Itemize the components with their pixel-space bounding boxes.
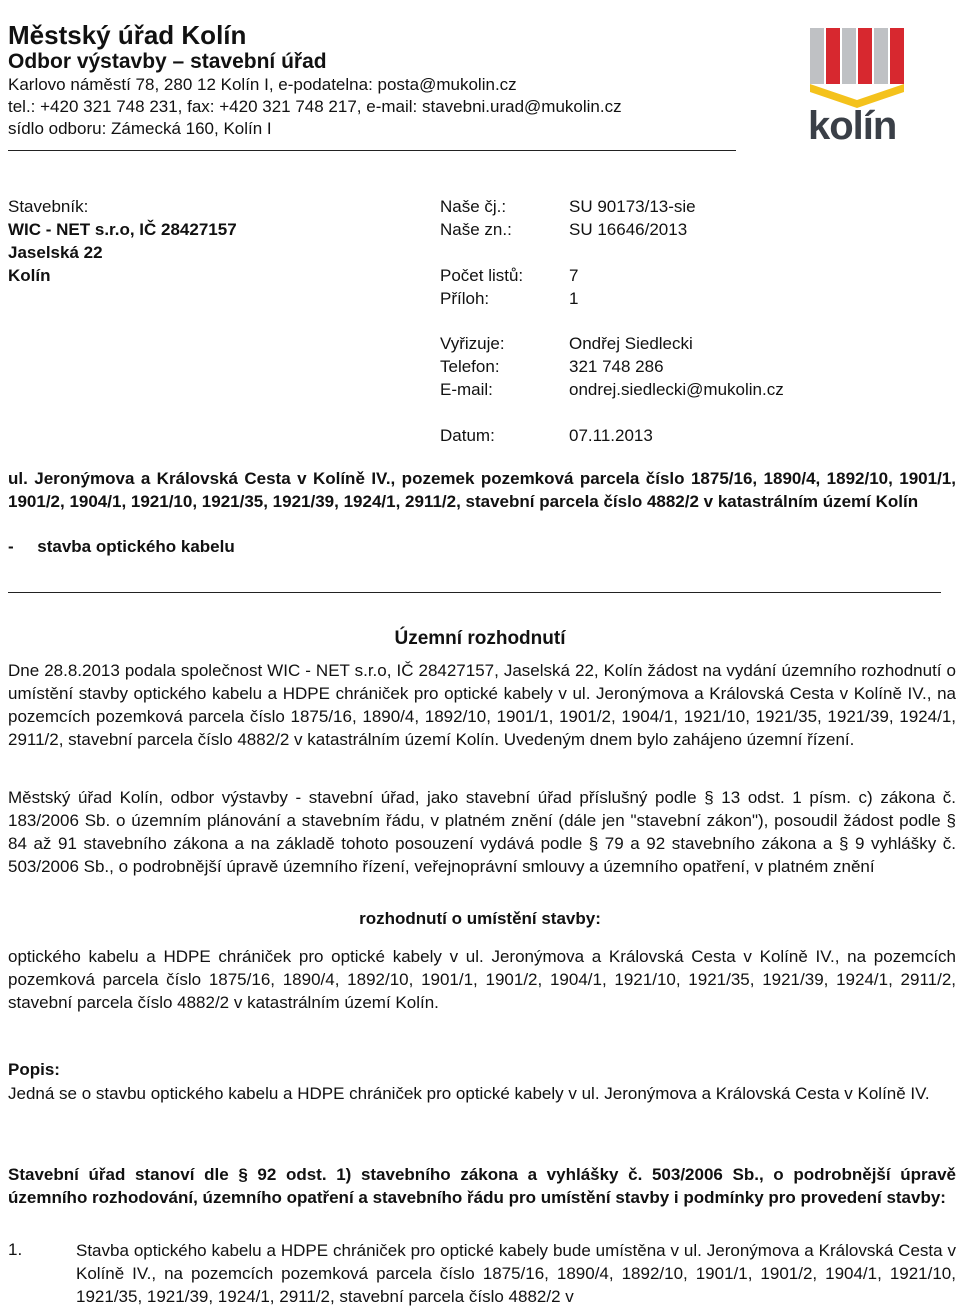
header-divider: [8, 150, 736, 151]
builder-label: Stavebník:: [8, 197, 89, 216]
builder-name: WIC - NET s.r.o, IČ 28427157: [8, 220, 237, 239]
subject-block: [8, 467, 956, 513]
handler-value: Ondřej Siedlecki: [569, 334, 693, 353]
email-label: E-mail:: [440, 380, 493, 399]
phone-value: 321 748 286: [569, 357, 664, 376]
decision-title: Územní rozhodnutí: [394, 628, 566, 649]
phone-label: Telefon:: [440, 357, 500, 376]
decision-intro: Dne 28.8.2013 podala společnost WIC - NET s.r.o, IČ 28427157, Jaselská 22, Kolín žádost na vydání územního rozhodnutí o umístění stavby optického kabelu a HDPE chrániček pro optické kabely v ul. Jeronýmova a Královská Cesta v Kolíně IV., na pozemcích pozemková parcela číslo 1875/16, 1890/4, 1892/10, 1901/1, 1901/2, 1904/1, 1921/10, 1921/35, 1921/39, 1924/1, 2911/2, stavební parcela číslo 4882/2 v katastrálním území Kolín. Uvedeným dnem bylo zahájeno územní řízení.: [8, 661, 956, 749]
decision-object: optického kabelu a HDPE chrániček pro optické kabely v ul. Jeronýmova a Královská Cesta v Kolíně IV., na pozemcích pozemková parcela číslo 1875/16, 1890/4, 1892/10, 1901/1, 1901/2, 1904/1, 1921/10, 1921/35, 1921/39, 1924/1, 2911/2, stavební parcela číslo 4882/2 v katastrálním území Kolín.: [8, 947, 956, 1012]
decision-authority: Městský úřad Kolín, odbor výstavby - stavební úřad, jako stavební úřad příslušný podle § 13 odst. 1 písm. c) zákona č. 183/2006 Sb. o územním plánování a stavebním řádu, v platném znění (dále jen "stavební zákon"), posoudil žádost podle § 84 až 91 stavebního zákona a na základě tohoto posouzení vydává podle § 79 a 92 stavebního zákona a § 9 vyhlášky č. 503/2006 Sb., o podrobnější úpravě územního řízení, veřejnoprávní smlouvy a územního opatření, v platném znění: [8, 788, 956, 876]
subject-item: - stavba optického kabelu: [8, 537, 235, 556]
subject-parcels: , pozemek pozemková parcela číslo 1875/16, 1890/4, 1892/10, 1901/1, 1901/2, 1904/1, 1921/10, 1921/35, 1921/39, 1924/1, 2911/2, stavební parcela číslo 4882/2 v katastrálním území Kolín: [8, 469, 956, 511]
logo-wordmark: kolín: [808, 104, 897, 148]
subject-location: ul. Jeronýmova a Královská Cesta v Kolíně IV.: [8, 469, 391, 488]
sheets-value: 7: [569, 266, 579, 285]
date-label: Datum:: [440, 426, 495, 445]
office-address: Karlovo náměstí 78, 280 12 Kolín I, e-podatelna: posta@mukolin.cz: [8, 75, 517, 94]
office-contacts: tel.: +420 321 748 231, fax: +420 321 748 217, e-mail: stavebni.urad@mukolin.cz: [8, 97, 622, 116]
description-heading: Popis:: [8, 1060, 60, 1079]
our-ref-label: Naše čj.:: [440, 197, 507, 216]
letterhead: [8, 20, 738, 140]
sheets-label: Počet listů:: [440, 266, 524, 285]
department-name: Odbor výstavby – stavební úřad: [8, 50, 327, 73]
email-value: ondrej.siedlecki@mukolin.cz: [569, 380, 784, 399]
handler-label: Vyřizuje:: [440, 334, 505, 353]
attachments-label: Příloh:: [440, 289, 490, 308]
decision-subtitle: rozhodnutí o umístění stavby:: [359, 909, 601, 928]
our-ref-value: SU 90173/13-sie: [569, 197, 696, 216]
conditions-heading: Stavební úřad stanoví dle § 92 odst. 1) stavebního zákona a vyhlášky č. 503/2006 Sb., o podrobnější úpravě územního rozhodování, územního opatření a stavebního řádu pro umístění stavby i podmínky pro provedení stavby:: [8, 1165, 956, 1207]
date-value: 07.11.2013: [569, 426, 653, 445]
office-seat: sídlo odboru: Zámecká 160, Kolín I: [8, 119, 272, 138]
office-name: Městský úřad Kolín: [8, 20, 247, 50]
condition-1-number: 1.: [8, 1240, 23, 1259]
our-file-label: Naše zn.:: [440, 220, 512, 239]
builder-city: Kolín: [8, 266, 51, 285]
builder-street: Jaselská 22: [8, 243, 103, 262]
description-text: Jedná se o stavbu optického kabelu a HDPE chrániček pro optické kabely v ul. Jeronýmova a Královská Cesta v Kolíně IV.: [8, 1084, 930, 1103]
condition-1-text: Stavba optického kabelu a HDPE chrániček pro optické kabely bude umístěna v ul. Jeronýmova a Královská Cesta v Kolíně IV., na pozemcích pozemková parcela číslo 1875/16, 1890/4, 1892/10, 1901/1, 1901/2, 1904/1, 1921/10, 1921/35, 1921/39, 1924/1, 2911/2, stavební parcela číslo 4882/2 v: [76, 1241, 956, 1306]
subject-divider: [8, 592, 941, 593]
our-file-value: SU 16646/2013: [569, 220, 688, 239]
attachments-value: 1: [569, 289, 579, 308]
